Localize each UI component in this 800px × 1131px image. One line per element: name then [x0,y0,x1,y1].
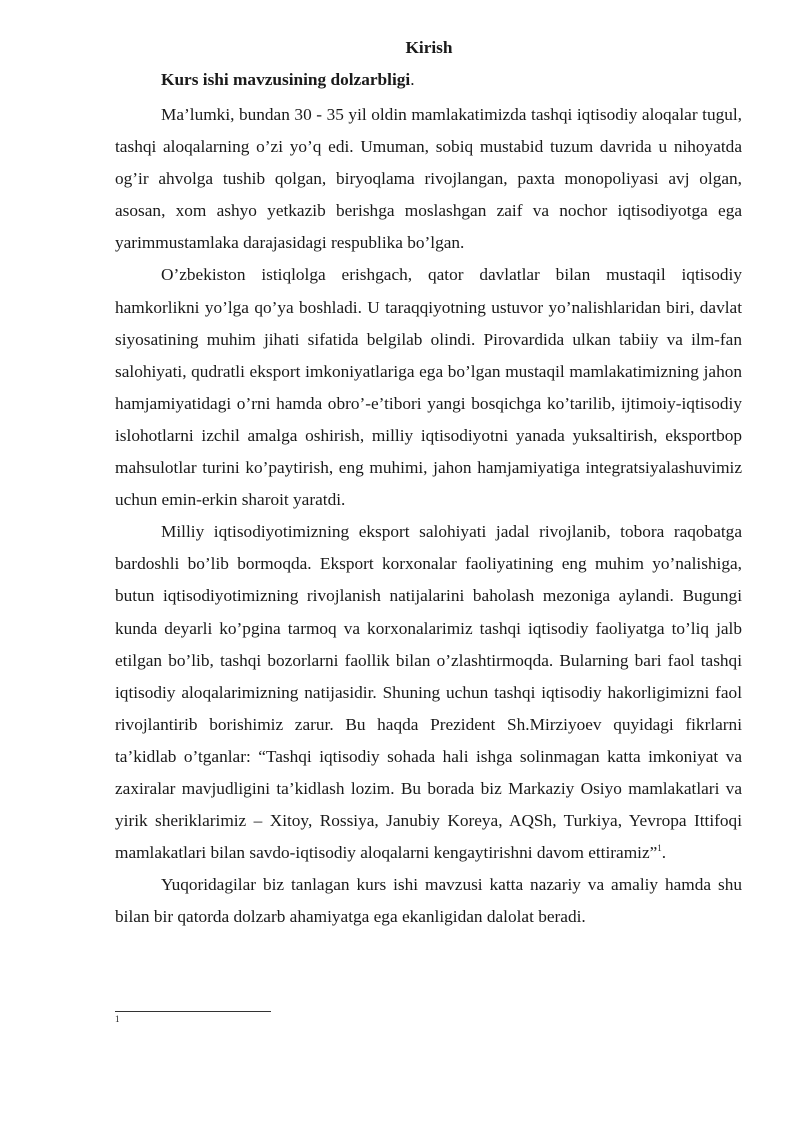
subtitle-period: . [410,70,415,89]
section-subtitle [161,70,415,90]
body-text [115,99,742,933]
footnote-reference[interactable]: 1 [657,843,662,854]
paragraph-3-period: . [661,843,667,863]
footnote-divider [115,1011,271,1012]
page-title: Kirish [405,38,453,57]
paragraph-2: O’zbekiston istiqlolga erishgach, qator davlatlar bilan mustaqil iqtisodiy hamkorlikni yo’lga qo’ya boshladi. U taraqqiyotning ustuvor yo’nalishlaridan biri, davlat siyosatining muhim jihati sifatida belgilab olindi. Pirovardida ulkan tabiiy va ilm-fan salohiyati, qudratli eksport imkoniyatlariga ega bo’lgan mustaqil mamlakatimizning jahon hamjamiyatidagi o’rni hamda obro’-e’tibori yangi bosqichga ko’tarilib, ijtimoiy-iqtisodiy islohotlarni izchil amalga oshirish, milliy iqtisodiyotni yanada yuksaltirish, eksportbop mahsulotlar turini ko’paytirish, eng muhimi, jahon hamjamiyatiga integratsiyalashuvimiz uchun emin-erkin sharoit yaratdi. [115,265,742,510]
subtitle-text: Kurs ishi mavzusining dolzarbligi [161,70,411,89]
paragraph-3 [115,516,742,869]
footnote-marker: 1 [115,1014,120,1024]
paragraph-1: Ma’lumki, bundan 30 - 35 yil oldin mamlakatimizda tashqi iqtisodiy aloqalar tugul, tashqi aloqalarning o’zi yo’q edi. Umuman, sobiq mustabid tuzum davrida u nihoyatda og’ir ahvolga tushib qolgan, biryoqlama rivojlangan, paxta monopoliyasi avj olgan, asosan, xom ashyo yetkazib berishga moslashgan zaif va nochor iqtisodiyotga ega yarimmustamlaka darajasidagi respublika bo’lgan. [115,105,742,253]
paragraph-3-text: Milliy iqtisodiyotimizning eksport salohiyati jadal rivojlanib, tobora raqobatga bardoshli bo’lib bormoqda. Eksport korxonalar faoliyatining eng muhim yo’nalishiga, butun iqtisodiyotimizning rivojlanish natijalarini baholash mezoniga aylandi. Bugungi kunda deyarli ko’pgina tarmoq va korxonalarimiz tashqi iqtisodiy faoliyatga to’liq jalb etilgan bo’lib, tashqi bozorlarni faollik bilan o’zlashtirmoqda. Bularning bari faol tashqi iqtisodiy aloqalarimizning natijasidir. Shuning uchun tashqi iqtisodiy hakorligimizni faol rivojlantirib borishimiz zarur. Bu haqda Prezident Sh.Mirziyoev quyidagi fikrlarni ta’kidlab o’tganlar: “Tashqi iqtisodiy sohada hali ishga solinmagan katta imkoniyat va zaxiralar mavjudligini ta’kidlash lozim. Bu borada biz Markaziy Osiyo mamlakatlari va yirik sheriklarimiz – Xitoy, Rossiya, Janubiy Koreya, AQSh, Turkiya, Yevropa Ittifoqi mamlakatlari bilan savdo-iqtisodiy aloqalarni kengaytirishni davom ettiramiz” [115,522,742,863]
paragraph-4: Yuqoridagilar biz tanlagan kurs ishi mavzusi katta nazariy va amaliy hamda shu bilan bir qatorda dolzarb ahamiyatga ega ekanligidan dalolat beradi. [115,875,742,927]
